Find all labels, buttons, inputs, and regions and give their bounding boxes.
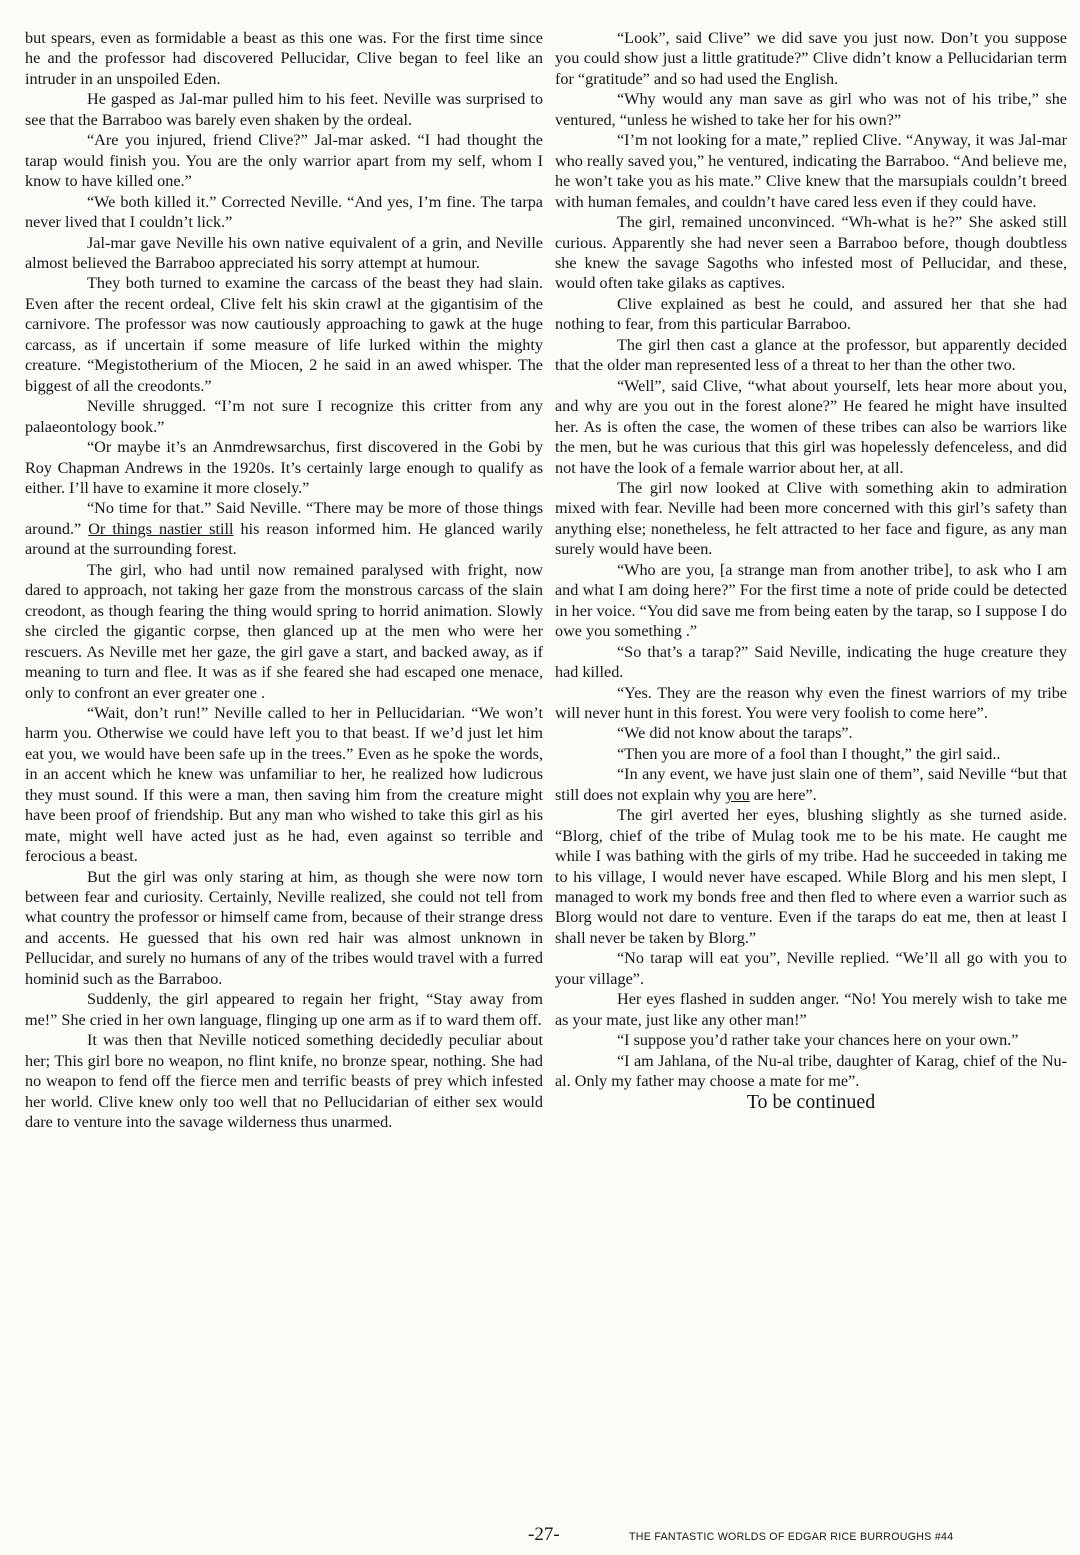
underlined-text: Or things nastier still: [88, 519, 234, 538]
paragraph: It was then that Neville noticed something decidedly peculiar about her; This girl bore no weapon, no flint knife, no bronze spear, nothing. She had no weapon to fend off the fierce men and terrific beasts of prey which infested her world. Clive knew only too well that no Pellucidarian of either sex would dare to venture into the savage wilderness thus unarmed.: [25, 1031, 543, 1132]
paragraph: Neville shrugged. “I’m not sure I recognize this critter from any palaeontology book.”: [25, 397, 543, 436]
text-run: “No time for that.” Said Neville. “There may be more of those things around.”: [25, 499, 543, 538]
paragraph: “No tarap will eat you”, Neville replied. “We’ll all go with you to your village”.: [555, 949, 1067, 988]
paragraph: The girl averted her eyes, blushing slightly as she turned aside. “Blorg, chief of the tribe of Mulag took me to be his mate. He caught me while I was bathing with the girls of my tribe. Had he succeeded in taking me to his village, I would never have escaped. While Blorg and his men slept, I managed to work my bonds free and then fled to where even a warrior such as Blorg would not dare to venture. Even if the taraps do eat me, then at least I shall never be taken by Blorg.”: [555, 806, 1067, 947]
page-number: -27-: [528, 1524, 560, 1545]
paragraph: but spears, even as formidable a beast as this one was. For the first time since he and the professor had discovered Pellucidar, Clive began to feel like an intruder in an unspoiled Eden.: [25, 29, 543, 88]
paragraph: But the girl was only staring at him, as though she were now torn between fear and curiosity. Certainly, Neville realized, she could not tell from what country the professor or himself came from, because of their strange dress and accents. He guessed that his own red hair was almost unknown in Pellucidar, and surely no humans of any of the tribes would travel with a furred hominid such as the Barraboo.: [25, 867, 543, 988]
paragraph: “Who are you, [a strange man from another tribe], to ask who I am and what I am doing here?” For the first time a note of pride could be detected in her voice. “You did save me from being eaten by the tarap, so I suppose I do owe you something .”: [555, 560, 1067, 641]
paragraph: “I’m not looking for a mate,” replied Clive. “Anyway, it was Jal-mar who really saved you,” he ventured, indicating the Barraboo. “And believe me, he won’t take you as his mate.” Clive knew that the marsupials couldn’t breed with human females, and couldn’t have cared less even if they could have.: [555, 131, 1067, 211]
paragraph: “We both killed it.” Corrected Neville. “And yes, I’m fine. The tarpa never lived that I couldn’t lick.”: [25, 192, 543, 232]
paragraph: [25, 498, 543, 559]
text-run: “In any event, we have just slain one of them”, said Neville “but that still does not explain why: [555, 765, 1067, 804]
paragraph: “Well”, said Clive, “what about yourself, lets hear more about you, and why are you out in the forest alone?” He feared he might have insulted her. As is often the case, the women of these tribes can also be warriors like the men, but he was curious that this girl was hopelessly defenceless, and did not have the look of a female warrior about her, at all.: [555, 376, 1067, 477]
left-column: [25, 28, 543, 1132]
paragraph: Clive explained as best he could, and assured her that she had nothing to fear, from this particular Barraboo.: [555, 294, 1067, 334]
paragraph: The girl now looked at Clive with something akin to admiration mixed with fear. Neville had been more concerned with this girl’s safety than anything else; nonetheless, he felt attracted to her face and figure, as any man surely would have been.: [555, 478, 1067, 559]
paragraph: Her eyes flashed in sudden anger. “No! You merely wish to take me as your mate, just like any other man!”: [555, 990, 1067, 1029]
paragraph: They both turned to examine the carcass of the beast they had slain. Even after the recent ordeal, Clive felt his skin crawl at the gigantisim of the carnivore. The professor was now cautiously approaching to gawk at the huge carcass, as if uncertain if some measure of life lurked within the mighty creature. “Megistotherium of the Miocen, 2 he said in an awed whisper. The biggest of all the creodonts.”: [25, 274, 543, 395]
paragraph: “Yes. They are the reason why even the finest warriors of my tribe will never hunt in this forest. You were very foolish to come here”.: [555, 683, 1067, 722]
paragraph: “I suppose you’d rather take your chances here on your own.”: [617, 1031, 1019, 1050]
text-run: his reason informed him. He glanced warily around at the surrounding forest.: [25, 519, 544, 559]
paragraph: “We did not know about the taraps”.: [617, 724, 853, 743]
paragraph: “I am Jahlana, of the Nu-al tribe, daughter of Karag, chief of the Nu-al. Only my father may choose a mate for me”.: [555, 1051, 1067, 1091]
paragraph: “Then you are more of a fool than I thought,” the girl said..: [617, 744, 1001, 763]
paragraph: “Wait, don’t run!” Neville called to her in Pellucidarian. “We won’t harm you. Otherwise we could have left you to that beast. If we’d just let him eat you, we would have been safe up in the trees.” Even as he spoke the words, in an accent which he knew was unfamiliar to her, he realized how ludicrous they must sound. If this were a man, then saving him from the creature might have been proof of friendship. But any man who wished to take this girl as his mate, might well have acted just as he had, even against so terrible and ferocious a beast.: [25, 703, 543, 866]
paragraph: The girl, remained unconvinced. “Wh-what is he?” She asked still curious. Apparently she had never seen a Barraboo before, though doubtless she knew the savage Sagoths who infested most of Pellucidar, and these, would often take gilaks as captives.: [555, 213, 1067, 293]
paragraph: “Are you injured, friend Clive?” Jal-mar asked. “I had thought the tarap would finish you. You are the only warrior apart from my self, whom I know to have killed one.”: [25, 131, 543, 191]
paragraph: He gasped as Jal-mar pulled him to his feet. Neville was surprised to see that the Barraboo was barely even shaken by the ordeal.: [25, 90, 543, 129]
paragraph: “So that’s a tarap?” Said Neville, indicating the huge creature they had killed.: [555, 642, 1067, 682]
paragraph: “Why would any man save as girl who was not of his tribe,” she ventured, “unless he wished to take her for his own?”: [555, 90, 1067, 129]
paragraph: Suddenly, the girl appeared to regain her fright, “Stay away from me!” She cried in her own language, flinging up one arm as if to ward them off.: [25, 990, 543, 1029]
text-run: are here”.: [749, 785, 817, 804]
underlined-text: you: [725, 785, 750, 804]
paragraph: Jal-mar gave Neville his own native equivalent of a grin, and Neville almost believed the Barraboo appreciated his sorry attempt at humour.: [25, 233, 543, 272]
right-column: [555, 28, 1067, 1112]
paragraph: [555, 764, 1067, 805]
paragraph: The girl, who had until now remained paralysed with fright, now dared to approach, not taking her gaze from the monstrous carcass of the slain creodont, as though fearing the thing would spring to horrid animation. Slowly she circled the gigantic corpse, then glanced up at the men who were her rescuers. As Neville met her gaze, the girl gave a start, and backed away, as if meaning to turn and flee. It was as if she feared she had escaped one menace, only to confront an ever greater one .: [25, 560, 543, 702]
publication-footer: THE FANTASTIC WORLDS OF EDGAR RICE BURROUGHS #44: [629, 1531, 954, 1543]
paragraph: “Or maybe it’s an Anmdrewsarchus, first discovered in the Gobi by Roy Chapman Andrews in the 1920s. It’s certainly large enough to qualify as either. I’ll have to examine it more closely.”: [25, 438, 543, 497]
paragraph: The girl then cast a glance at the professor, but apparently decided that the older man represented less of a threat to her than the other two.: [555, 335, 1067, 375]
paragraph: “Look”, said Clive” we did save you just now. Don’t you suppose you could show just a little gratitude?” Clive didn’t know a Pellucidarian term for “gratitude” and so had used the English.: [555, 29, 1067, 88]
to-be-continued: To be continued: [746, 1090, 876, 1113]
